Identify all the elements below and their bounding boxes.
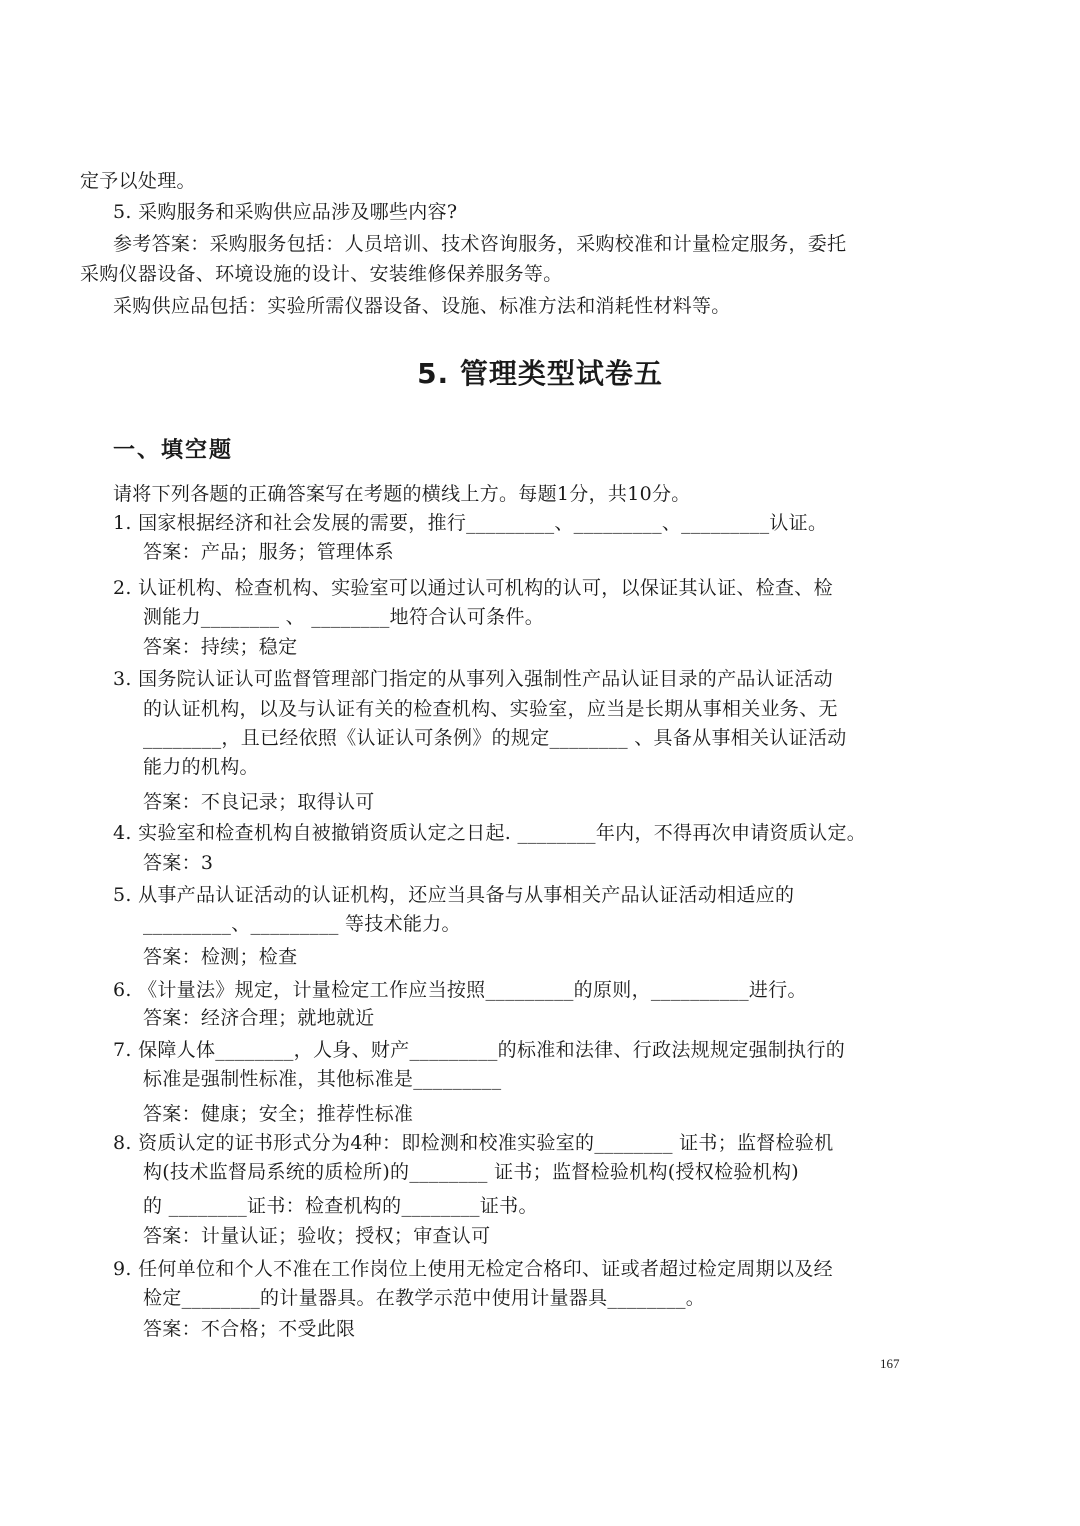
answer-4: 答案：3 (143, 852, 214, 874)
question-8-line-1: 8. 资质认定的证书形式分为4种：即检测和校准实验室的________ 证书；监督检验机 (113, 1132, 834, 1154)
question-1-line-1: 1. 国家根据经济和社会发展的需要，推行_________、_________、_________认证。 (113, 512, 828, 534)
question-7-line-1: 7. 保障人体________，人身、财产_________的标准和法律、行政法规规定强制执行的 (113, 1039, 846, 1061)
question-6-line-1: 6. 《计量法》规定，计量检定工作应当按照_________的原则，__________进行。 (113, 979, 807, 1001)
answer-8: 答案：计量认证；验收；授权；审查认可 (143, 1225, 491, 1247)
question-2-line-1: 2. 认证机构、检查机构、实验室可以通过认可机构的认可，以保证其认证、检查、检 (113, 577, 833, 599)
question-8-line-2: 构(技术监督局系统的质检所)的________ 证书；监督检验机构(授权检验机构) (143, 1161, 799, 1183)
prev-text-line: 定予以处理。 (80, 170, 196, 192)
question-5-line-2: _________、_________ 等技术能力。 (143, 913, 461, 935)
prev-answer-line-1: 参考答案：采购服务包括：人员培训、技术咨询服务，采购校准和计量检定服务，委托 (113, 233, 847, 255)
answer-7: 答案：健康；安全；推荐性标准 (143, 1103, 414, 1125)
question-3-line-1: 3. 国务院认证认可监督管理部门指定的从事列入强制性产品认证目录的产品认证活动 (113, 668, 833, 690)
question-9-line-1: 9. 任何单位和个人不准在工作岗位上使用无检定合格印、证或者超过检定周期以及经 (113, 1258, 833, 1280)
question-9-line-2: 检定________的计量器具。在教学示范中使用计量器具________。 (143, 1287, 706, 1309)
question-5-line-1: 5. 从事产品认证活动的认证机构，还应当具备与从事相关产品认证活动相适应的 (113, 884, 795, 906)
answer-1: 答案：产品；服务；管理体系 (143, 541, 394, 563)
answer-6: 答案：经济合理；就地就近 (143, 1007, 375, 1029)
question-3-line-2: 的认证机构，以及与认证有关的检查机构、实验室，应当是长期从事相关业务、无 (143, 698, 838, 720)
exam-title: 5. 管理类型试卷五 (417, 357, 663, 390)
question-4-line-1: 4. 实验室和检查机构自被撤销资质认定之日起. ________年内，不得再次申请资质认定。 (113, 822, 867, 844)
question-3-line-4: 能力的机构。 (143, 756, 259, 778)
question-3-line-3: ________，且已经依照《认证认可条例》的规定________ 、具备从事相关认证活动 (143, 727, 847, 749)
answer-9: 答案：不合格；不受此限 (143, 1318, 356, 1340)
answer-2: 答案：持续；稳定 (143, 636, 298, 658)
question-7-line-2: 标准是强制性标准，其他标准是_________ (143, 1068, 502, 1090)
instructions: 请将下列各题的正确答案写在考题的横线上方。每题1分，共10分。 (113, 483, 691, 505)
question-2-line-2: 测能力________ 、 ________地符合认可条件。 (143, 606, 545, 628)
question-8-line-3: 的 ________证书：检查机构的________证书。 (143, 1195, 538, 1217)
answer-5: 答案：检测；检查 (143, 946, 298, 968)
answer-3: 答案：不良记录；取得认可 (143, 791, 375, 813)
prev-answer-line-3: 采购供应品包括：实验所需仪器设备、设施、标准方法和消耗性材料等。 (113, 295, 731, 317)
prev-question-5: 5. 采购服务和采购供应品涉及哪些内容? (113, 201, 458, 223)
page-number: 167 (880, 1356, 900, 1371)
prev-answer-line-2: 采购仪器设备、环境设施的设计、安装维修保养服务等。 (80, 263, 563, 285)
section-heading: 一、填空题 (113, 438, 234, 463)
